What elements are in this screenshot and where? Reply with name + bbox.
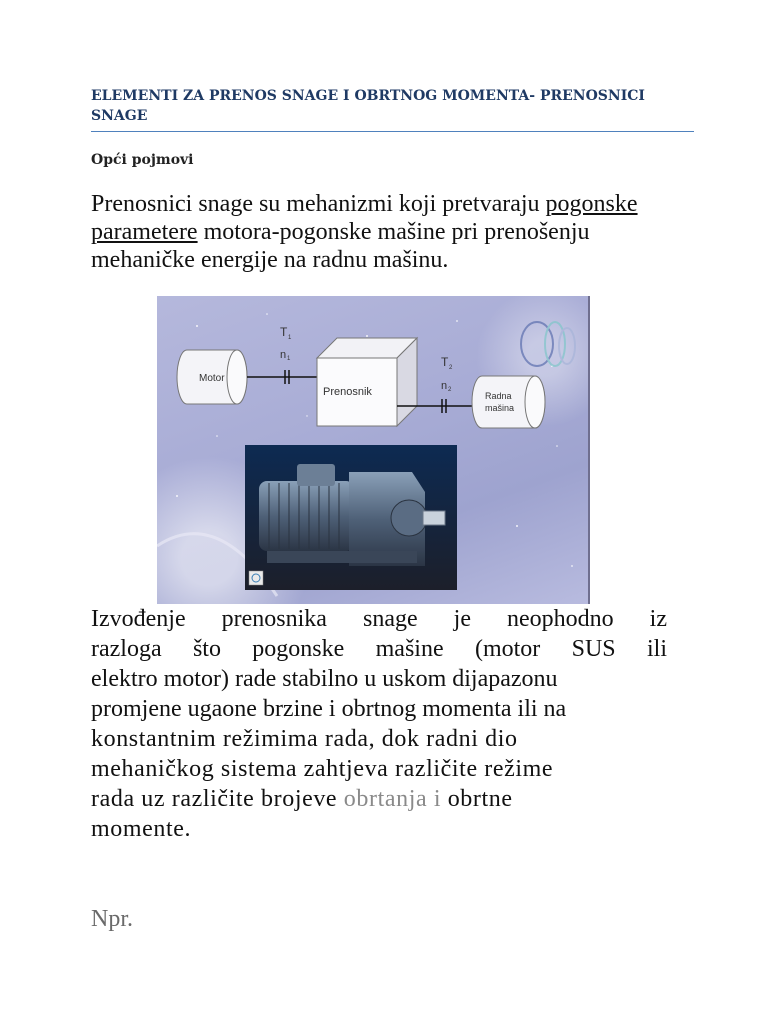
body-paragraph: [91, 604, 667, 844]
working-machine-cylinder: [472, 376, 545, 428]
body-line-3: elektro motor) rade stabilno u uskom dijapazonu: [91, 666, 558, 692]
body-line-7-text-c: obrtne: [441, 786, 513, 812]
body-line-2: razloga što pogonske mašine (motor SUS ili: [91, 636, 667, 662]
body-line-8: momente.: [91, 816, 192, 842]
document-title: [91, 86, 691, 126]
title-line-2: SNAGE: [91, 108, 148, 124]
output-torque-subscript: 2: [449, 365, 453, 371]
intro-underlined-2: parametere: [91, 219, 198, 245]
working-machine-label-1: Radna: [485, 391, 512, 401]
output-speed-symbol: n: [441, 380, 448, 392]
example-label: Npr.: [91, 906, 133, 932]
intro-text-2: motora-pogonske mašine pri prenošenju mehaničke energije na radnu mašinu.: [91, 219, 590, 273]
output-torque-symbol: T: [441, 355, 449, 369]
gearbox-label: Prenosnik: [323, 386, 372, 398]
body-line-7: [91, 784, 667, 814]
body-line-5: konstantnim režimima rada, dok radni dio: [91, 726, 518, 752]
title-line-1: ELEMENTI ZA PRENOS SNAGE I OBRTNOG MOMENTA- PRENOSNICI: [91, 88, 645, 104]
body-line-1: Izvođenje prenosnika snage je neophodno iz: [91, 606, 667, 632]
body-line-7-grey-text: obrtanja i: [343, 786, 442, 812]
output-speed-subscript: 2: [448, 387, 452, 393]
geared-motor-photo: [245, 445, 457, 590]
intro-text-1: Prenosnici snage su mehanizmi koji pretvaraju: [91, 191, 546, 217]
body-line-6: mehaničkog sistema zahtjeva različite režime: [91, 756, 554, 782]
input-torque-subscript: 1: [288, 335, 292, 341]
body-line-7-text-a: rada uz različite brojeve: [91, 786, 344, 812]
input-speed-subscript: 1: [287, 356, 291, 362]
body-line-4: promjene ugaone brzine i obrtnog momenta ili na: [91, 696, 567, 722]
gearbox-box: [317, 338, 417, 426]
title-underline: [91, 131, 694, 132]
input-speed-symbol: n: [280, 349, 287, 361]
working-machine-label-2: mašina: [485, 403, 515, 413]
motor-label: Motor: [199, 373, 225, 384]
input-torque-symbol: T: [280, 325, 288, 339]
intro-underlined-1: pogonske: [545, 191, 638, 217]
logo-icon: [521, 322, 575, 366]
section-heading: Opći pojmovi: [91, 152, 194, 168]
figure-svg: [157, 296, 588, 604]
intro-paragraph: [91, 190, 691, 274]
power-transmission-figure: [157, 296, 590, 604]
